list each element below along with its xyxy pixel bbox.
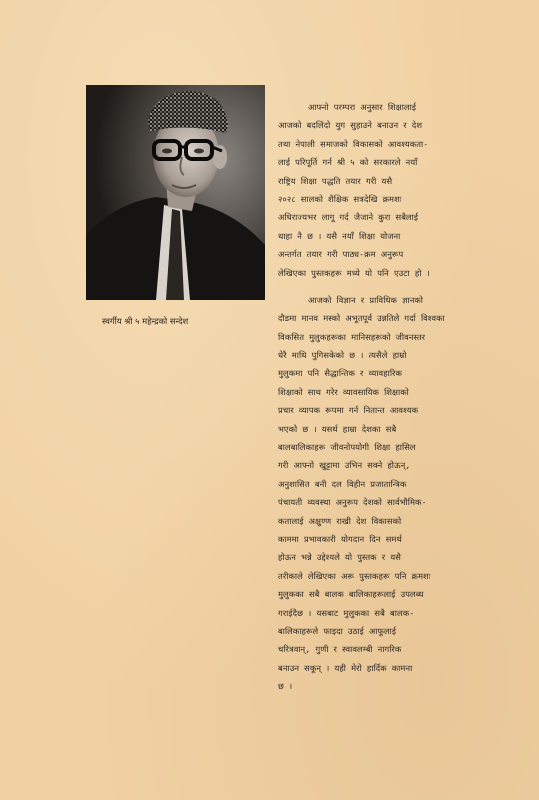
paragraph (278, 291, 528, 696)
message-text (278, 98, 528, 696)
text-line: थाहा नै छ । यसै नयाँ शिक्षा योजना (278, 230, 401, 241)
text-line: अनुशासित बनी दल विहीन प्रजातान्त्रिक (278, 478, 407, 489)
text-line: तथा नेपाली समाजको विकासको आवश्यकता- (278, 138, 429, 149)
text-line: विकसित मुलुकहरूका मानिसहरूको जीवनस्तर (278, 331, 426, 342)
photo-caption: स्वर्गीय श्री ५ महेन्द्रको सन्देश (102, 316, 189, 326)
text-line: कतालाई अक्षुण्ण राखी देश विकासको (278, 515, 402, 526)
text-line: दौडमा मानव मस्को अभूतपूर्व उन्नतिले गर्दा विश्वका (278, 313, 445, 324)
text-line: गरी आफ्नो खुट्टामा उभिन सक्ने होऊन्, (278, 460, 411, 471)
text-line: मुलुकका सबै बालक बालिकाहरूलाई उपलब्ध (278, 589, 424, 600)
text-line: आफ्नो परम्परा अनुसार शिक्षालाई (308, 102, 417, 112)
text-line: गराईदैछ । यसबाट मुलुकका सबै बालक- (278, 607, 415, 618)
paragraph-gap (278, 282, 528, 291)
text-line: पंचायती व्यवस्था अनुरूप देशको सार्वभौमिक- (278, 497, 427, 508)
text-line: बालिकाहरूले फाइदा उठाई आफूलाई (278, 625, 397, 636)
portrait-photo (86, 85, 265, 300)
text-line: शिक्षाको साथ गरेर व्यावसायिक शिक्षाको (278, 386, 409, 397)
text-line: आजको बदलिंदो युग सुहाउने बनाउन र देश (278, 120, 423, 131)
text-line: भएको छ । यसर्थ हाम्रा देशका सबै (278, 423, 397, 434)
text-line: अधिराज्यभर लागू गर्द जैजाने कुरा सबैलाई (278, 212, 419, 223)
text-line: २०२८ सालको शैक्षिक सत्रदेखि क्रमशः (278, 193, 402, 204)
text-line: लाई परिपूर्ति गर्न श्री ५ को सरकारले नयाँ (278, 157, 418, 168)
paragraph (278, 98, 528, 282)
text-line: मुलुकमा पनि सैद्धान्तिक र व्यावहारिक (278, 368, 402, 379)
text-line: लेखिएका पुस्तकहरू मध्ये यो पनि एउटा हो । (278, 267, 430, 278)
text-line: राष्ट्रिय शिक्षा पद्धति तयार गरी यसै (278, 175, 393, 186)
text-line: अन्तर्गत तयार गरी पाठ्य-क्रम अनुरूप (278, 249, 404, 260)
text-line: काममा प्रभावकारी योगदान दिन समर्थ (278, 533, 402, 544)
text-line: होऊन भन्ने उद्देश्यले यो पुस्तक र यसै (278, 552, 401, 563)
text-line: धेरै माथि पुगिसकेको छ । त्यसैले हाम्रो (278, 350, 407, 361)
text-line: आजको विज्ञान र प्राविधिक ज्ञानको (308, 294, 424, 305)
text-line: तरीकाले लेखिएका अरू पुस्तकहरू पनि क्रमशः (278, 570, 431, 581)
text-line: बालबालिकाहरू जीवनोपयोगी शिक्षा हासिल (278, 442, 416, 453)
text-line: चरित्रवान्, गुणी र स्वावलम्बी नागरिक (278, 644, 402, 655)
text-line: छ । (278, 681, 293, 692)
text-line: बनाउन सकून् । यही मेरो हार्दिक कामना (278, 662, 413, 673)
text-line: प्रचार व्यापक रूपमा गर्न नितान्त आवश्यक (278, 405, 419, 416)
